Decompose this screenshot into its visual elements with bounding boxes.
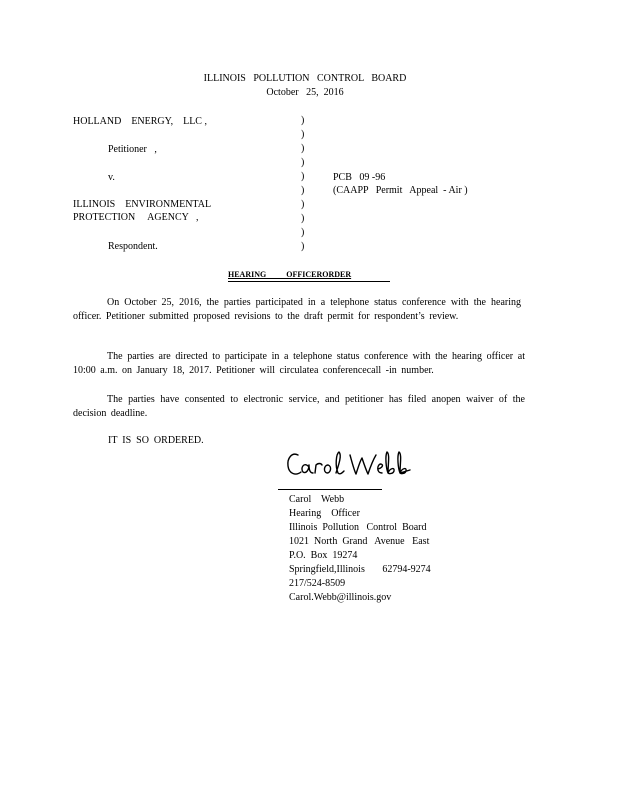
- paragraph-2: The parties are directed to participate in a telephone status conference with the hearing officer at 10:00 a.m. on January 18, 2017. Petitioner will circulatea conferencecall -in number.: [73, 351, 525, 376]
- petitioner-name: HOLLAND ENERGY, LLC ,: [73, 116, 207, 127]
- case-number: PCB 09 -96: [333, 172, 386, 183]
- paragraph-3: The parties have consented to electronic service, and petitioner has filed anopen waiver of the decision deadline.: [73, 394, 525, 419]
- paren: ): [301, 241, 305, 252]
- agency-header: ILLINOIS POLLUTION CONTROL BOARD: [203, 73, 407, 84]
- paren: ): [301, 171, 305, 182]
- handwritten-signature: [284, 446, 416, 482]
- respondent-role: Respondent.: [108, 241, 158, 252]
- paren: ): [301, 129, 305, 140]
- paren: ): [301, 157, 305, 168]
- signer-title: Hearing Officer: [289, 508, 360, 519]
- order-title: HEARING OFFICERORDER: [228, 270, 352, 279]
- signer-board: Illinois Pollution Control Board: [289, 522, 427, 533]
- paragraph-1: On October 25, 2016, the parties participated in a telephone status conference with the hearing officer. Petitioner submitted proposed revisions to the draft permit for respondent’s review.: [73, 297, 521, 322]
- respondent-name-line2: PROTECTION AGENCY ,: [73, 212, 199, 223]
- signer-po-box: P.O. Box 19274: [289, 550, 358, 561]
- paren: ): [301, 185, 305, 196]
- case-type: (CAAPP Permit Appeal - Air ): [333, 185, 468, 196]
- paren: ): [301, 199, 305, 210]
- signer-address: 1021 North Grand Avenue East: [289, 536, 430, 547]
- document-date: October 25, 2016: [266, 87, 344, 98]
- closing-statement: IT IS SO ORDERED.: [108, 435, 204, 446]
- paren: ): [301, 227, 305, 238]
- signer-email[interactable]: Carol.Webb@illinois.gov: [289, 592, 392, 603]
- petitioner-role: Petitioner ,: [108, 144, 157, 155]
- versus-label: v.: [108, 172, 115, 183]
- signer-name: Carol Webb: [289, 494, 345, 505]
- caption-parens: [301, 114, 304, 254]
- respondent-name-line1: ILLINOIS ENVIRONMENTAL: [73, 199, 212, 210]
- order-title-underline: [228, 281, 390, 282]
- paren: ): [301, 115, 305, 126]
- paren: ): [301, 143, 305, 154]
- signature-line: [278, 489, 382, 490]
- paren: ): [301, 213, 305, 224]
- signature-block: [289, 493, 431, 605]
- signer-city: Springfield,Illinois 62794-9274: [289, 564, 431, 575]
- signer-phone: 217/524-8509: [289, 578, 346, 589]
